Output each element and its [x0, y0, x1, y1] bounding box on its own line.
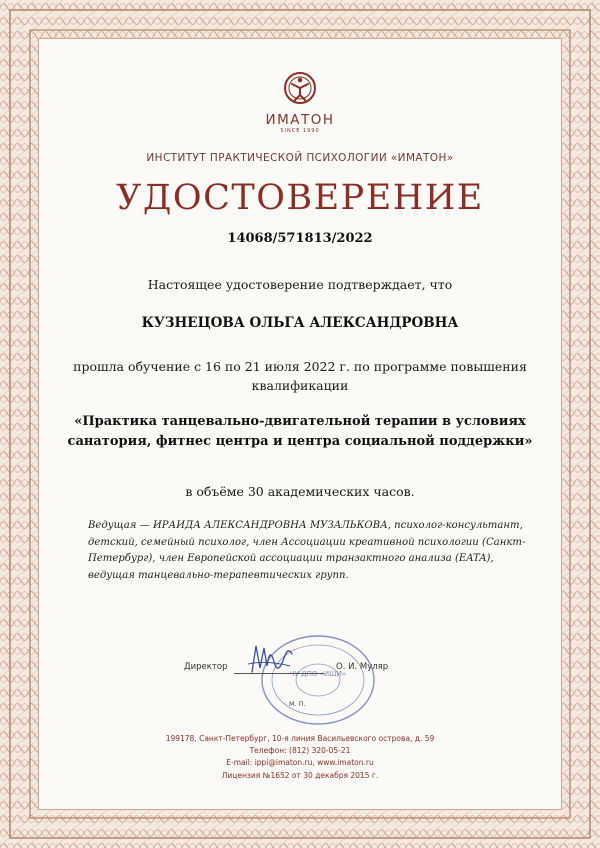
signature-line	[234, 673, 324, 674]
person-name: КУЗНЕЦОВА ОЛЬГА АЛЕКСАНДРОВНА	[141, 315, 459, 331]
course-title	[0, 412, 600, 452]
course-line-1: «Практика танцевально-двигательной терапии в условиях	[74, 414, 526, 429]
lead-paragraph	[88, 518, 534, 584]
lead-label: Ведущая — ИРАИДА АЛЕКСАНДРОВНА МУЗАЛЬКОВА	[88, 520, 388, 531]
stamp-place-mark: М. П.	[289, 700, 306, 708]
training-text	[0, 357, 600, 395]
director-role: Директор	[184, 662, 228, 672]
brand-since: SINCE 1990	[280, 128, 320, 134]
certificate-number: 14068/571813/2022	[227, 231, 373, 246]
footer-address: 199178, Санкт-Петербург, 10-я линия Васильевского острова, д. 59	[165, 734, 435, 743]
brand-name: ИМАТОН	[265, 112, 335, 128]
footer-email: E-mail: ippi@imaton.ru, www.imaton.ru	[226, 758, 374, 767]
training-line-1: прошла обучение с 16 по 21 июля 2022 г. по программе повышения	[73, 359, 527, 374]
confirm-text: Настоящее удостоверение подтверждает, что	[147, 277, 453, 292]
document-title: УДОСТОВЕРЕНИЕ	[116, 178, 484, 218]
footer-phone: Телефон: (812) 320-05-21	[249, 746, 351, 755]
footer-license: Лицензия №1652 от 30 декабря 2015 г.	[221, 771, 379, 780]
training-line-2: квалификации	[251, 378, 349, 393]
stamp-text: ЧУ ДПО «ИШИ»	[289, 670, 347, 678]
director-name: О. И. Муляр	[336, 662, 389, 672]
director-signature-icon	[240, 640, 300, 680]
institute-name: ИНСТИТУТ ПРАКТИЧЕСКОЙ ПСИХОЛОГИИ «ИМАТОН»	[146, 152, 454, 164]
lead-description: , психолог-консультант, детский, семейный психолог, член Ассоциации креативной психологии (Санкт-Петербург), член Европейской ассоциации транзактного анализа (EATA), ведущая танцевально-терапевтических групп.	[88, 520, 526, 581]
course-line-2: санатория, фитнес центра и центра социальной поддержки»	[67, 434, 533, 449]
hours-text: в объёме 30 академических часов.	[185, 484, 415, 499]
imaton-logo-icon	[279, 68, 321, 114]
